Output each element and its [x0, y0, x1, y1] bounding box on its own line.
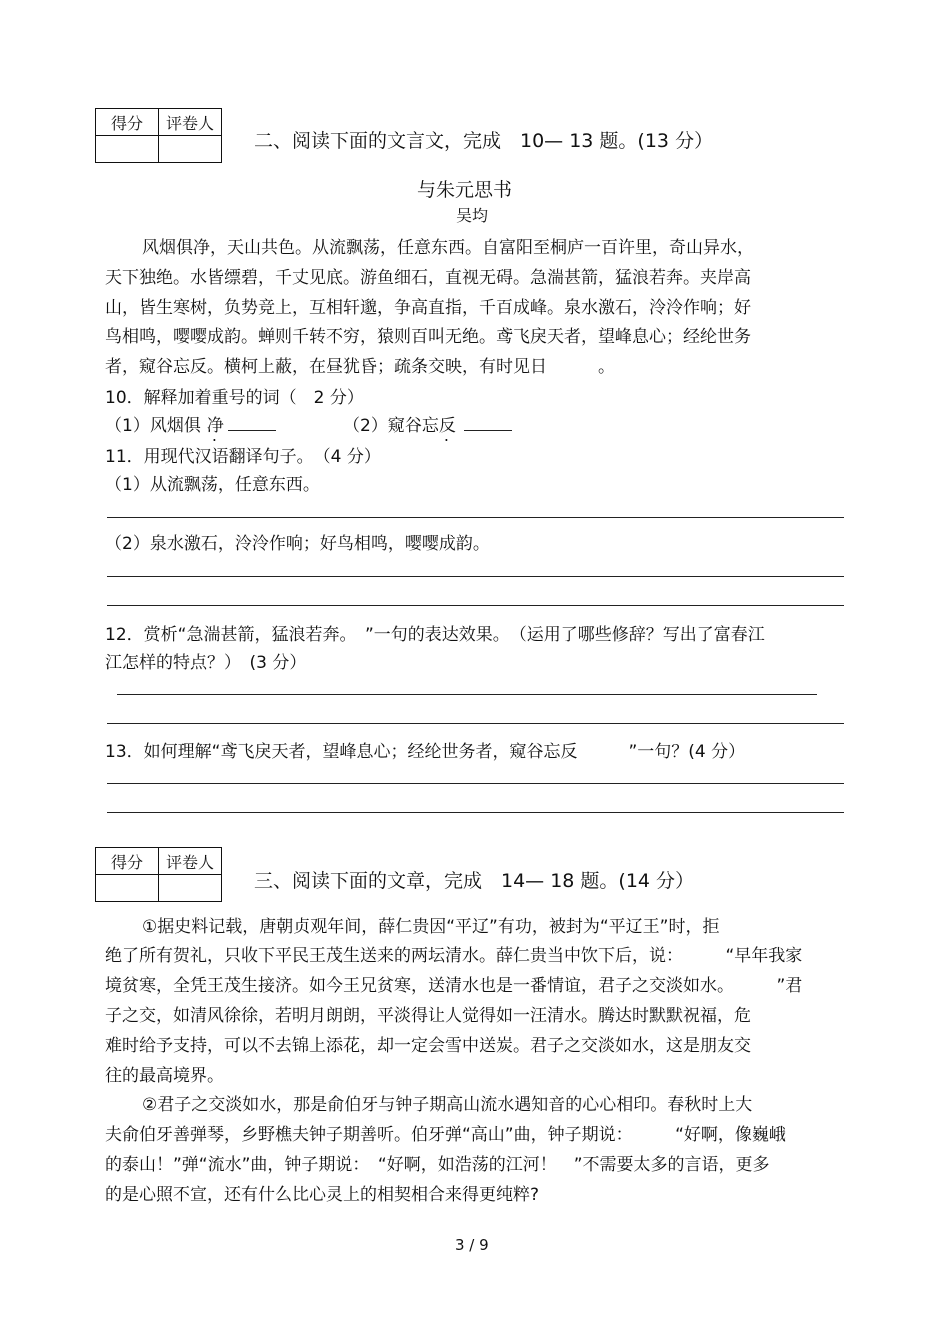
answer-line[interactable]: [107, 517, 844, 518]
passage-author: 吴均: [456, 206, 489, 225]
q10-item1-emphasized-word: 净: [206, 416, 224, 436]
score-label: 得分: [96, 848, 159, 875]
article-line: 夫俞伯牙善弹琴，乡野樵夫钟子期善听。伯牙弹“高山”曲，钟子期说： “好啊，像巍峨: [105, 1125, 786, 1145]
question-12-line-2: 江怎样的特点？） (3 分）: [105, 653, 307, 673]
answer-line[interactable]: [117, 694, 817, 695]
answer-line[interactable]: [107, 723, 844, 724]
article-line: 境贫寒，全凭王茂生接济。如今王兄贫寒，送清水也是一番情谊，君子之交淡如水。 ”君: [105, 976, 803, 996]
article-line: ①据史料记载，唐朝贞观年间，薛仁贵因“平辽”有功，被封为“平辽王”时，拒: [142, 917, 720, 937]
question-11-item-2: （2）泉水激石，泠泠作响；好鸟相鸣，嘤嘤成韵。: [105, 534, 490, 554]
article-line: 的泰山！”弹“流水”曲，钟子期说： “好啊，如浩荡的江河！ ”不需要太多的言语，更多: [105, 1155, 770, 1175]
article-line: 往的最高境界。: [105, 1066, 224, 1086]
page-number: 3 / 9: [455, 1236, 489, 1254]
section3-heading: 三、阅读下面的文章，完成 14— 18 题。(14 分）: [254, 870, 695, 892]
score-table-section2: [95, 108, 222, 163]
passage-line: 鸟相鸣，嘤嘤成韵。蝉则千转不穷，猿则百叫无绝。鸢飞戾天者，望峰息心；经纶世务: [105, 327, 751, 347]
score-label: 得分: [96, 109, 159, 136]
q10-item2-answer-blank[interactable]: [464, 416, 512, 431]
grader-label: 评卷人: [159, 848, 222, 875]
question-13-stem: 13．如何理解“鸢飞戾天者，望峰息心；经纶世务者，窥谷忘反 ”一句？(4 分）: [105, 742, 746, 762]
grader-cell[interactable]: [159, 875, 222, 902]
answer-line[interactable]: [107, 576, 844, 577]
grader-label: 评卷人: [159, 109, 222, 136]
article-line: 难时给予支持，可以不去锦上添花，却一定会雪中送炭。君子之交淡如水，这是朋友交: [105, 1036, 751, 1056]
article-line: ②君子之交淡如水，那是俞伯牙与钟子期高山流水遇知音的心心相印。春秋时上大: [142, 1095, 753, 1115]
question-10-item-2: [343, 411, 512, 436]
passage-line: 风烟俱净，天山共色。从流飘荡，任意东西。自富阳至桐庐一百许里，奇山异水，: [142, 238, 754, 258]
answer-line[interactable]: [107, 605, 844, 606]
score-cell[interactable]: [96, 875, 159, 902]
article-line: 子之交，如清风徐徐，若明月朗朗，平淡得让人觉得如一汪清水。腾达时默默祝福，危: [105, 1006, 751, 1026]
passage-line: 者，窥谷忘反。横柯上蔽，在昼犹昏；疏条交映，有时见日 。: [105, 357, 615, 377]
article-line: 绝了所有贺礼，只收下平民王茂生送来的两坛清水。薛仁贵当中饮下后，说： “早年我家: [105, 946, 803, 966]
q10-item1-answer-blank[interactable]: [228, 416, 276, 431]
question-11-item-1: （1）从流飘荡，任意东西。: [105, 475, 320, 495]
score-table-section3: [95, 847, 222, 902]
passage-line: 天下独绝。水皆缥碧，千丈见底。游鱼细石，直视无碍。急湍甚箭，猛浪若奔。夹岸高: [105, 268, 751, 288]
question-10-stem: 10．解释加着重号的词（ 2 分）: [105, 388, 364, 408]
article-line: 的是心照不宣，还有什么比心灵上的相契相合来得更纯粹?: [105, 1185, 540, 1205]
q10-item2-prefix: （2）窥谷忘: [343, 416, 439, 436]
answer-line[interactable]: [107, 812, 844, 813]
passage-line: 山，皆生寒树，负势竞上，互相轩邈，争高直指，千百成峰。泉水激石，泠泠作响；好: [105, 298, 751, 318]
question-12-line-1: 12．赏析“急湍甚箭，猛浪若奔。 ”一句的表达效果。 （运用了哪些修辞？写出了富春江: [105, 625, 765, 645]
grader-cell[interactable]: [159, 136, 222, 163]
score-cell[interactable]: [96, 136, 159, 163]
q10-item1-prefix: （1）风烟俱: [105, 416, 201, 436]
answer-line[interactable]: [107, 783, 844, 784]
section2-heading: 二、阅读下面的文言文，完成 10— 13 题。(13 分）: [254, 130, 714, 152]
passage-title: 与朱元思书: [417, 179, 513, 201]
q10-item2-emphasized-word: 反: [438, 416, 456, 436]
question-10-item-1: [105, 411, 276, 436]
question-11-stem: 11．用现代汉语翻译句子。 （4 分）: [105, 447, 381, 467]
